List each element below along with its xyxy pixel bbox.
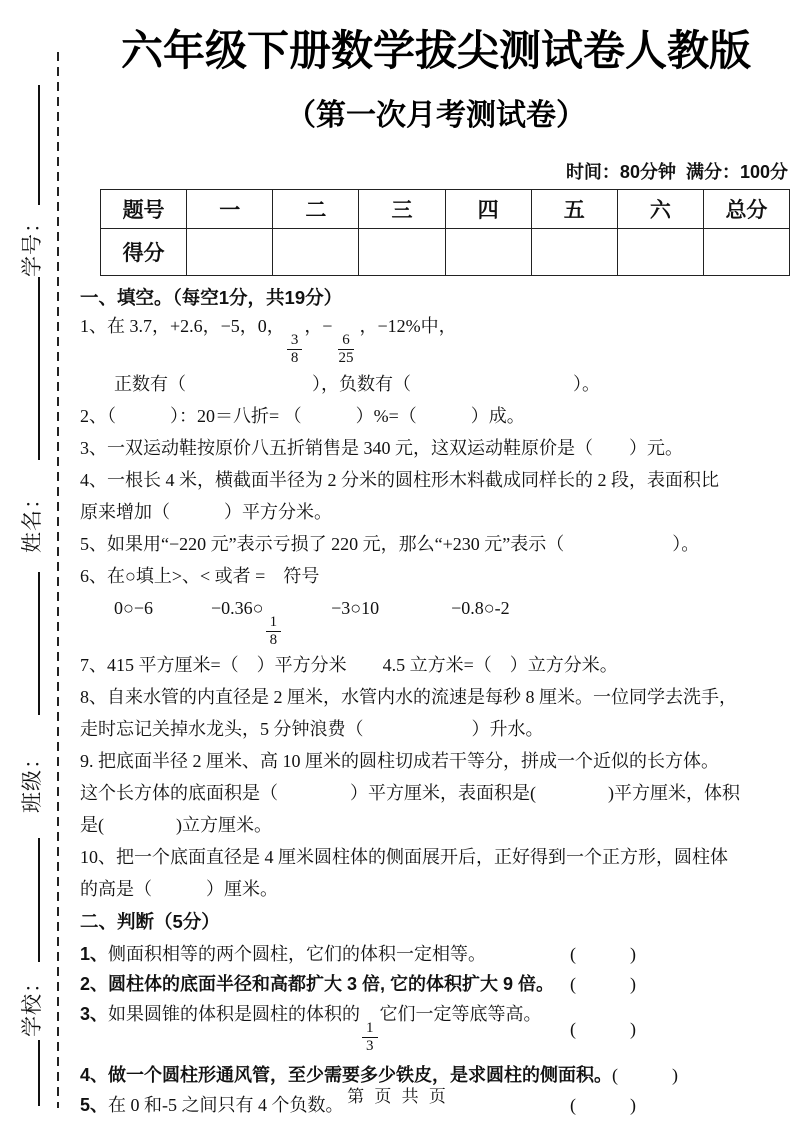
fraction-denominator: 3 [366,1038,374,1055]
text-run: 2、（ ）：20＝八折= （ ）%=（ ）成。 [80,405,525,426]
fraction-numerator: 1 [362,1020,378,1038]
text-run: 走时忘记关掉水龙头，5 分钟浪费（ ）升水。 [80,719,544,739]
question-line [80,501,792,524]
judge-answer-blank: ( ) [570,944,636,964]
score-empty-cell [187,229,273,276]
text-run: 这个长方体的底面积是（ ）平方厘米，表面积是( )平方厘米，体积 [80,783,740,803]
question-line [80,565,792,588]
question-line [80,878,792,901]
text-run: 0○−6 [114,597,154,618]
text-run: 的高是（ ）厘米。 [80,879,278,899]
text-run: 是( )立方厘米。 [80,815,272,835]
section-fill-heading: 一、填空。（每空1分，共19分） [80,287,343,308]
score-empty-cell [273,229,359,276]
question-line [80,405,792,428]
fraction-numerator: 1 [266,614,282,632]
question-line [80,750,792,773]
page-subtitle: （第一次月考测试卷） [286,99,586,132]
judge-item-number: 2、 [80,974,109,994]
text-run: ，− [304,316,333,336]
score-empty-cell [703,229,789,276]
score-empty-cell [445,229,531,276]
fraction-denominator: 8 [269,631,278,648]
question-line [80,533,792,556]
question-line [80,373,792,396]
judge-answer-blank: ( ) [570,1019,636,1040]
side-label-0: 学号： [20,211,44,277]
text-run: 如果圆锥的体积是圆柱的体积的 [108,1004,361,1024]
text-run: 8、自来水管的内直径是 2 厘米，水管内水的流速是每秒 8 厘米。一位同学去洗手， [80,687,737,707]
question-line [80,686,792,709]
text-run: 9. 把底面半径 2 厘米、高 10 厘米的圆柱切成若干等分，拼成一个近似的长方体。 [80,751,719,771]
question-line [80,437,792,460]
judge-item-number: 1、 [80,944,109,964]
fraction-numerator: 6 [338,332,354,350]
text-run: −0.36○ [211,597,264,618]
score-header-cell: 二 [273,190,359,229]
fraction [334,332,357,368]
text-run: 侧面积相等的两个圆柱，它们的体积一定相等。 [108,944,487,964]
score-header-cell: 总分 [703,190,789,229]
spacer [379,613,451,614]
score-table-value-row [101,229,790,276]
score-table [100,189,790,276]
name-write-line [38,277,40,460]
side-label-3: 学校： [20,971,44,1037]
text-run: 1、在 3.7，+2.6，−5，0， [80,316,285,336]
section-judge-heading: 二、判断（5分） [80,911,220,932]
judge-item-text [80,973,570,995]
score-header-cell: 五 [531,190,617,229]
time-score-info: 时间：80分钟 满分：100分 [565,162,788,182]
score-empty-cell [359,229,445,276]
section-fill-in-blanks [80,286,792,901]
text-run: 3、一双运动鞋按原价八五折销售是 340 元，这双运动鞋原价是（ ）元。 [80,437,683,458]
text-run: 圆柱体的底面半径和高都扩大 3 倍, 它的体积扩大 9 倍。 [108,974,555,994]
judge-item-number: 5、 [80,1094,109,1115]
score-header-cell: 六 [617,190,703,229]
score-header-cell: 四 [445,190,531,229]
text-run: 5、如果用“−220 元”表示亏损了 220 元，那么“+230 元”表示（ ）。 [80,533,700,554]
score-header-cell: 一 [187,190,273,229]
page-title: 六年级下册数学拔尖测试卷人教版 [120,27,751,74]
side-label-1: 姓名： [20,487,44,553]
question-line [80,654,792,677]
question-line [80,846,792,869]
score-header-cell: 题号 [101,190,187,229]
text-run: 它们一定等底等高。 [379,1004,542,1024]
text-run: 6、在○填上>、< 或者 = 符号 [80,565,320,586]
fill-question-lines [80,315,792,901]
text-run: −3○10 [331,597,380,618]
binding-dashed-line [57,52,59,1108]
text-run: ，−12%中， [359,316,457,336]
fraction-numerator: 3 [287,332,303,350]
judge-answer-blank: ( ) [570,974,636,994]
fraction-denominator: 8 [290,350,299,367]
spacer [283,613,331,614]
score-header-cell: 三 [359,190,445,229]
text-run: −0.8○-2 [451,597,510,618]
text-run: 做一个圆柱形通风管，至少需要多少铁皮，是求圆柱的侧面积。 [108,1064,613,1085]
fraction [287,332,303,368]
side-label-2: 班级： [20,747,44,813]
score-row-label: 得分 [101,229,187,276]
question-line [80,469,792,492]
judge-item-number: 4、 [80,1064,109,1085]
judge-item [80,943,792,965]
judge-item-number: 3、 [80,1004,109,1024]
fraction [362,1020,378,1056]
question-line [80,315,792,368]
question-line [80,782,792,805]
question-line [80,597,792,650]
judge-item [80,1003,792,1056]
fraction-denominator: 25 [338,350,354,367]
student-id-write-line [38,85,40,205]
judge-item [80,973,792,995]
text-run: 在 0 和-5 之间只有 4 个负数。 [108,1094,344,1115]
judge-answer-blank: ( ) [570,1094,636,1115]
paper-main-column [80,0,792,1124]
judge-item-text [80,1003,570,1056]
score-empty-cell [531,229,617,276]
judge-item-text [80,943,570,965]
spacer [153,613,211,614]
text-run: 7、415 平方厘米=（ ）平方分米 4.5 立方米=（ ）立方分米。 [80,655,618,675]
school-write-line [38,838,40,962]
text-run: 原来增加（ ）平方分米。 [80,501,332,522]
question-line [80,814,792,837]
judge-answer-blank: ( ) [612,1064,679,1085]
text-run: 4、一根长 4 米，横截面半径为 2 分米的圆柱形木料截成同样长的 2 段，表面积比 [80,469,719,490]
text-run: 10、把一个底面直径是 4 厘米圆柱体的侧面展开后，正好得到一个正方形，圆柱体 [80,847,728,867]
class-write-line [38,572,40,715]
text-run: 正数有（ ），负数有（ ）。 [114,373,600,394]
page-footer: 第 页 共 页 [347,1087,446,1106]
question-line [80,718,792,741]
score-empty-cell [617,229,703,276]
fraction [266,614,282,650]
score-table-header-row [101,190,790,229]
